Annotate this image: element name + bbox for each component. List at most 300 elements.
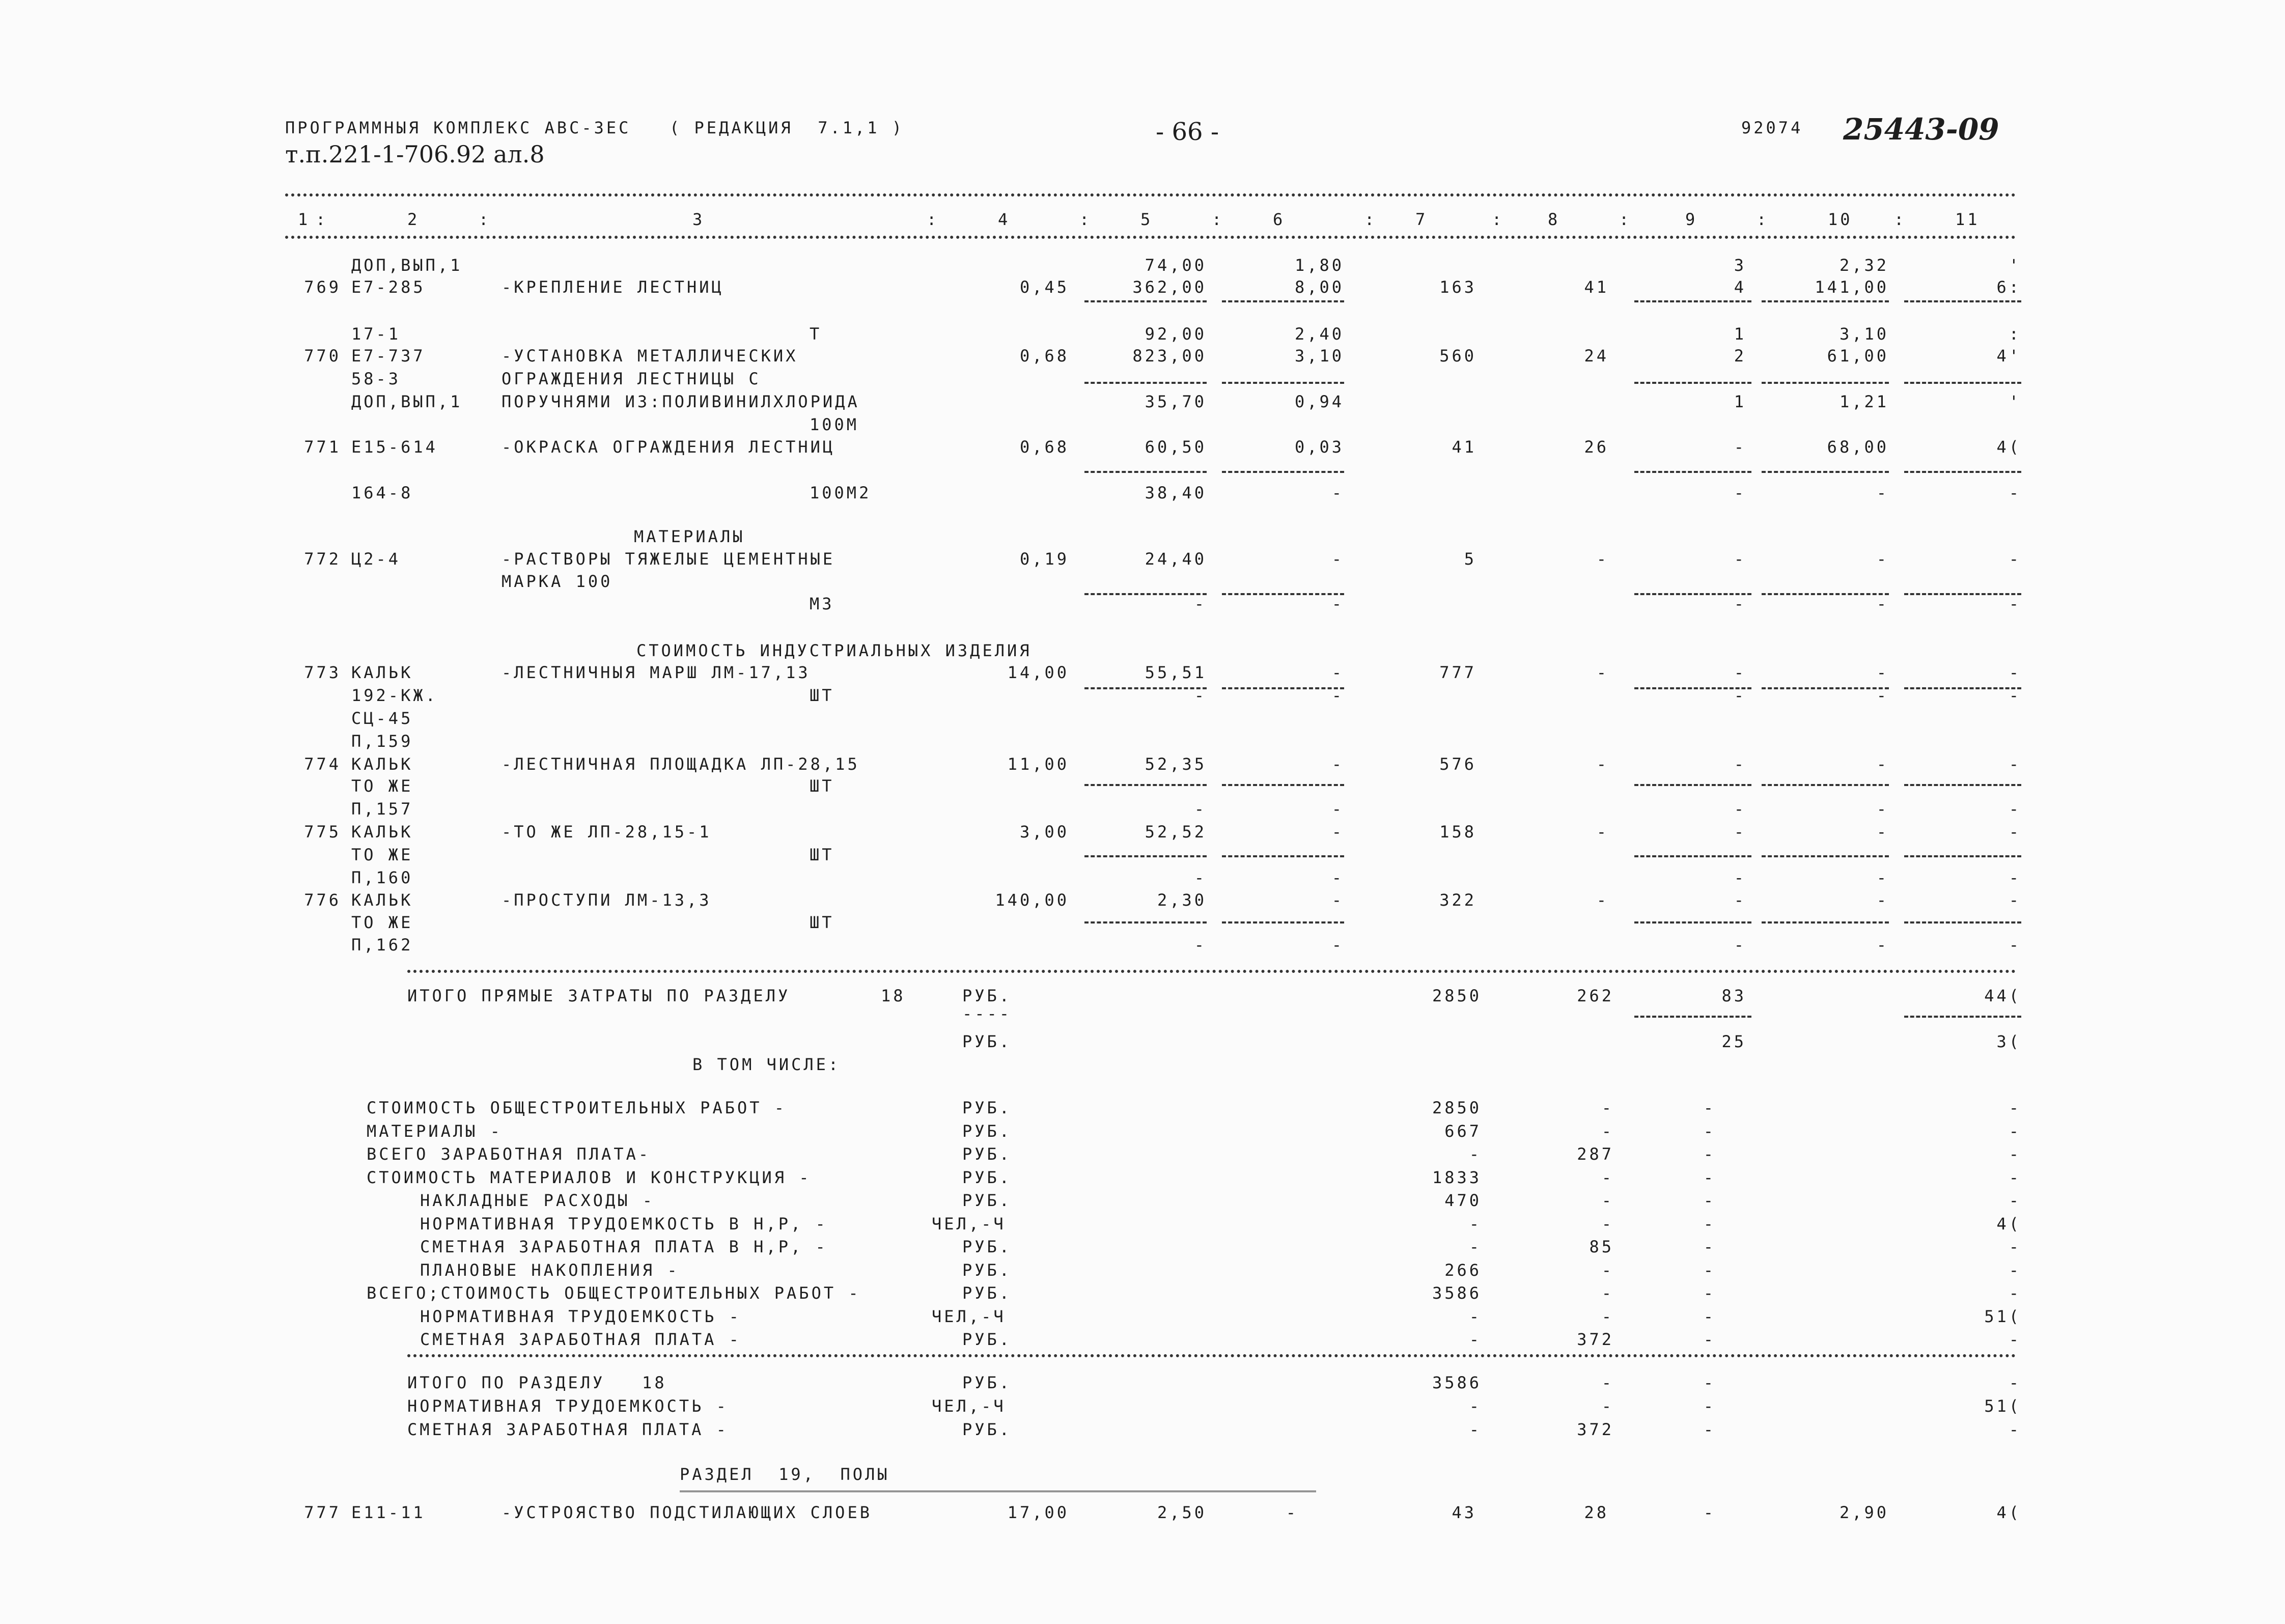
price-separator [1904,593,2021,595]
item-unit-cost: 24,40 [1145,549,1207,569]
price-separator [1762,921,1889,923]
breakdown-c9: - [1703,1260,1716,1280]
breakdown-label: ВСЕГО ЗАРАБОТНАЯ ПЛАТА- [367,1144,651,1164]
item-col10: - [1876,549,1889,569]
item-col11: 6: [1996,277,2021,297]
breakdown-c7: 667 [1444,1121,1482,1141]
item-total-cost: 163 [1439,277,1476,297]
item-col9: - [1734,437,1746,457]
item-total-wage: - [1596,822,1609,842]
item-col10: - [1876,754,1889,774]
column-separator: : [1364,210,1377,229]
next-section-underline [680,1491,1316,1492]
item-code: П,159 [351,732,413,751]
item-total-cost: 41 [1452,437,1476,457]
item-unit-cost: 92,00 [1145,324,1207,344]
item-unit-wage: - [1331,868,1344,887]
item-col9: - [1734,754,1746,774]
item-col11: - [2009,822,2021,842]
breakdown-c7: - [1469,1214,1482,1234]
breakdown-label: ВСЕГО;СТОИМОСТЬ ОБЩЕСТРОИТЕЛЬНЫХ РАБОТ - [367,1283,861,1303]
breakdown-c8: - [1601,1260,1614,1280]
item-col10: 141,00 [1815,277,1889,297]
column-separator: : [479,210,491,229]
item-unit-wage: 0,94 [1294,392,1344,411]
price-separator [1084,300,1207,302]
price-separator [1222,471,1344,473]
column-header-3: 3 [692,210,705,229]
item-col11: 4( [1996,437,2021,457]
breakdown-c9: - [1703,1330,1716,1349]
direct-total-label: ИТОГО ПРЯМЫЕ ЗАТРАТЫ ПО РАЗДЕЛУ [407,986,791,1005]
item-col10: - [1876,686,1889,705]
item-name: Т [810,324,822,344]
item-total-wage: 41 [1584,277,1609,297]
breakdown-c9: - [1703,1214,1716,1234]
item-name: МАТЕРИАЛЫ [634,527,745,546]
breakdown-c8: 85 [1589,1237,1614,1256]
item-unit-cost: 823,00 [1132,346,1207,366]
item-code: ТО ЖЕ [351,913,413,932]
item-code: КАЛЬК [351,663,413,682]
item-unit-wage: 3,10 [1294,346,1344,366]
section-total-label: ИТОГО ПО РАЗДЕЛУ 18 [407,1373,667,1392]
price-separator [1904,784,2021,786]
column-separator: : [1079,210,1092,229]
item-col9: - [1734,799,1746,819]
item-code: ТО ЖЕ [351,845,413,864]
item-col9: - [1734,483,1746,502]
item-col9: - [1734,868,1746,887]
item-col10: 68,00 [1827,437,1889,457]
item-number: 776 [304,890,341,910]
direct-total-c9: 83 [1721,986,1746,1005]
section-total-label: СМЕТНАЯ ЗАРАБОТНАЯ ПЛАТА - [407,1420,729,1439]
price-separator [1762,471,1889,473]
item-name: -ЛЕСТНИЧНАЯ ПЛОЩАДКА ЛП-28,15 [501,754,860,774]
item-quantity: 17,00 [1007,1503,1069,1522]
breakdown-c7: 470 [1444,1191,1482,1210]
column-header-2: 2 [407,210,420,229]
item-unit-cost: 362,00 [1132,277,1207,297]
item-col11: - [2009,799,2021,819]
item-total-wage: - [1596,663,1609,682]
section-total-c11: - [2009,1420,2021,1439]
item-col9: - [1734,663,1746,682]
items-end-rule [407,970,2016,973]
item-code: КАЛЬК [351,754,413,774]
price-separator [1762,300,1889,302]
item-name: -УСТРОЯСТВО ПОДСТИЛАЮЩИХ СЛОЕВ [501,1503,872,1522]
item-quantity: 14,00 [1007,663,1069,682]
item-code: Е7-285 [351,277,426,297]
breakdown-c9: - [1703,1121,1716,1141]
item-code: П,157 [351,799,413,819]
price-separator [1904,921,2021,923]
column-header-6: 6 [1273,210,1286,229]
breakdown-c8: - [1601,1283,1614,1303]
breakdown-label: СМЕТНАЯ ЗАРАБОТНАЯ ПЛАТА В Н,Р, - [420,1237,828,1256]
item-unit-cost: 74,00 [1145,256,1207,275]
price-separator [1222,687,1344,689]
item-col10: - [1876,868,1889,887]
breakdown-c9: - [1703,1167,1716,1187]
section-total-label: НОРМАТИВНАЯ ТРУДОЕМКОСТЬ - [407,1396,729,1416]
breakdown-c7: - [1469,1330,1482,1349]
breakdown-c8: 287 [1577,1144,1614,1164]
item-number: 771 [304,437,341,457]
price-separator [1222,300,1344,302]
item-col11: - [2009,483,2021,502]
column-separator: : [1757,210,1769,229]
breakdown-c8: - [1601,1191,1614,1210]
column-separator: : [1212,210,1224,229]
breakdown-c7: 3586 [1432,1283,1482,1303]
breakdown-label: СМЕТНАЯ ЗАРАБОТНАЯ ПЛАТА - [420,1330,741,1349]
column-separator: : [927,210,939,229]
item-number: 775 [304,822,341,842]
direct-total-unit-2: РУБ. [962,1032,1012,1051]
item-name: ШТ [810,845,834,864]
direct-total-c8: 262 [1577,986,1614,1005]
item-total-wage: 28 [1584,1503,1609,1522]
price-separator [1904,687,2021,689]
breakdown-c11: - [2009,1260,2021,1280]
section-total-c11: 51( [1984,1396,2021,1416]
price-separator [1634,784,1751,786]
item-col9: 4 [1734,277,1746,297]
section-total-c9: - [1703,1420,1716,1439]
item-name: ШТ [810,913,834,932]
breakdown-c9: - [1703,1191,1716,1210]
section-total-c8: - [1601,1373,1614,1392]
price-separator [1222,921,1344,923]
price-separator [1634,300,1751,302]
price-separator [1084,382,1207,384]
item-name: ПОРУЧНЯМИ ИЗ:ПОЛИВИНИЛХЛОРИДА [501,392,860,411]
price-separator [1904,300,2021,302]
direct-total-unit-dash: ---- [962,1004,1012,1023]
breakdown-c9: - [1703,1237,1716,1256]
section-total-unit: РУБ. [962,1373,1012,1392]
breakdown-c11: - [2009,1144,2021,1164]
column-header-8: 8 [1548,210,1561,229]
price-separator [1904,382,2021,384]
column-separator: : [316,210,328,229]
direct-total-c11: 44( [1984,986,2021,1005]
item-name: 100М [810,415,859,434]
breakdown-c11: - [2009,1121,2021,1141]
item-code: 192-КЖ. [351,686,438,705]
item-name: -ТО ЖЕ ЛП-28,15-1 [501,822,712,842]
item-code: ДОП,ВЫП,1 [351,256,463,275]
breakdown-label: НОРМАТИВНАЯ ТРУДОЕМКОСТЬ В Н,Р, - [420,1214,828,1234]
item-quantity: 3,00 [1019,822,1069,842]
price-separator [1634,593,1751,595]
item-col9: - [1734,890,1746,910]
breakdown-c8: - [1601,1306,1614,1326]
breakdown-c8: - [1601,1167,1614,1187]
breakdown-c11: - [2009,1283,2021,1303]
item-col11: - [2009,549,2021,569]
price-separator [1762,784,1889,786]
item-total-wage: - [1596,890,1609,910]
direct-total2-c9: 25 [1721,1032,1746,1051]
item-col10: - [1876,799,1889,819]
item-unit-cost: - [1194,935,1207,955]
item-col11: - [2009,935,2021,955]
breakdown-c11: - [2009,1191,2021,1210]
column-header-10: 10 [1828,210,1853,229]
item-name: 100М2 [810,483,872,502]
item-total-cost: 158 [1439,822,1476,842]
breakdown-c9: - [1703,1283,1716,1303]
item-col9: - [1734,822,1746,842]
item-total-wage: - [1596,549,1609,569]
item-col9: - [1703,1503,1716,1522]
item-name: -ЛЕСТНИЧНЫЯ МАРШ ЛМ-17,13 [501,663,811,682]
item-name: -КРЕПЛЕНИЕ ЛЕСТНИЦ [501,277,724,297]
item-unit-wage: 1,80 [1294,256,1344,275]
item-number: 777 [304,1503,341,1522]
breakdown-c11: - [2009,1237,2021,1256]
item-code: Е15-614 [351,437,438,457]
item-unit-wage: - [1331,594,1344,613]
item-code: КАЛЬК [351,822,413,842]
document-code: 92074 [1741,118,1803,137]
item-name: -ПРОСТУПИ ЛМ-13,3 [501,890,712,910]
item-number: 774 [304,754,341,774]
including-label: В ТОМ ЧИСЛЕ: [692,1055,841,1074]
item-total-cost: 560 [1439,346,1476,366]
section-total-c7: - [1469,1420,1482,1439]
breakdown-c7: - [1469,1306,1482,1326]
item-number: 770 [304,346,341,366]
column-header-9: 9 [1685,210,1698,229]
price-separator [1084,687,1207,689]
item-unit-wage: - [1331,822,1344,842]
item-code: ДОП,ВЫП,1 [351,392,463,411]
direct-total2-c11: 3( [1996,1032,2021,1051]
item-col10: 1,21 [1839,392,1889,411]
section-total-c9: - [1703,1396,1716,1416]
direct-total-section: 18 [881,986,906,1005]
item-unit-wage: 8,00 [1294,277,1344,297]
item-code: 58-3 [351,369,401,388]
item-code: 164-8 [351,483,413,502]
item-number: 773 [304,663,341,682]
item-name: ШТ [810,686,834,705]
breakdown-unit: РУБ. [962,1098,1012,1117]
item-unit-cost: 35,70 [1145,392,1207,411]
header-rule-bottom [285,236,2016,239]
breakdown-c11: - [2009,1167,2021,1187]
price-separator [1904,471,2021,473]
item-code: Ц2-4 [351,549,401,569]
column-header-7: 7 [1415,210,1428,229]
breakdown-c8: 372 [1577,1330,1614,1349]
next-section-title: РАЗДЕЛ 19, ПОЛЫ [680,1465,890,1484]
item-unit-wage: 2,40 [1294,324,1344,344]
item-col10: - [1876,890,1889,910]
item-name: ШТ [810,776,834,796]
price-separator [1084,784,1207,786]
item-total-wage: 24 [1584,346,1609,366]
item-col11: - [2009,686,2021,705]
breakdown-unit: РУБ. [962,1330,1012,1349]
item-unit-cost: 2,30 [1157,890,1207,910]
breakdown-label: СТОИМОСТЬ МАТЕРИАЛОВ И КОНСТРУКЦИЯ - [367,1167,812,1187]
breakdown-unit: РУБ. [962,1283,1012,1303]
item-col11: - [2009,754,2021,774]
breakdown-label: МАТЕРИАЛЫ - [367,1121,503,1141]
breakdown-unit: РУБ. [962,1167,1012,1187]
breakdown-label: ПЛАНОВЫЕ НАКОПЛЕНИЯ - [420,1260,680,1280]
item-col10: - [1876,663,1889,682]
item-unit-wage: - [1331,799,1344,819]
direct-total-unit: РУБ. [962,986,1012,1005]
program-name: ПРОГРАММНЫЯ КОМПЛЕКС АВС-ЗЕС [285,118,631,137]
item-col9: 1 [1734,324,1746,344]
section-total-c9: - [1703,1373,1716,1392]
item-col9: - [1734,686,1746,705]
item-quantity: 0,68 [1019,346,1069,366]
item-unit-cost: 52,35 [1145,754,1207,774]
item-col9: - [1734,549,1746,569]
item-unit-wage: - [1331,686,1344,705]
item-col9: - [1734,594,1746,613]
item-unit-cost: - [1194,799,1207,819]
item-unit-wage: - [1331,890,1344,910]
breakdown-c11: - [2009,1098,2021,1117]
section-total-c8: 372 [1577,1420,1614,1439]
breakdown-unit: РУБ. [962,1144,1012,1164]
price-separator [1222,784,1344,786]
price-separator [1762,593,1889,595]
price-separator [1634,382,1751,384]
section-total-unit: ЧЕЛ,-Ч [932,1396,1006,1416]
section-total-c7: 3586 [1432,1373,1482,1392]
item-col9: - [1734,935,1746,955]
item-code: ТО ЖЕ [351,776,413,796]
section-total-unit: РУБ. [962,1420,1012,1439]
item-unit-wage: - [1331,549,1344,569]
price-separator [1762,687,1889,689]
column-header-1: 1 [298,210,311,229]
item-col10: 61,00 [1827,346,1889,366]
item-total-cost: 322 [1439,890,1476,910]
breakdown-label: НАКЛАДНЫЕ РАСХОДЫ - [420,1191,655,1210]
item-total-cost: 777 [1439,663,1476,682]
item-total-wage: 26 [1584,437,1609,457]
section-total-c8: - [1601,1396,1614,1416]
price-separator [1904,855,2021,857]
item-code: СЦ-45 [351,709,413,728]
item-code: Е11-11 [351,1503,426,1522]
handwritten-number: 25443-09 [1843,112,1999,147]
price-separator [1084,921,1207,923]
item-unit-cost: - [1194,868,1207,887]
item-code: КАЛЬК [351,890,413,910]
item-col10: 2,32 [1839,256,1889,275]
item-unit-cost: 55,51 [1145,663,1207,682]
item-col11: ' [2009,256,2021,275]
direct-total-c7: 2850 [1432,986,1482,1005]
item-name: М3 [810,594,834,613]
item-quantity: 11,00 [1007,754,1069,774]
breakdown-c7: 266 [1444,1260,1482,1280]
direct-total-dash-c11 [1904,1016,2021,1018]
breakdown-unit: РУБ. [962,1121,1012,1141]
item-col11: - [2009,594,2021,613]
item-number: 769 [304,277,341,297]
price-separator [1222,855,1344,857]
item-col10: - [1876,935,1889,955]
item-unit-wage: - [1286,1503,1298,1522]
program-edition: ( РЕДАКЦИЯ 7.1,1 ) [670,118,905,137]
price-separator [1634,921,1751,923]
page-number: - 66 - [1156,118,1219,146]
breakdown-unit: РУБ. [962,1191,1012,1210]
item-quantity: 0,19 [1019,549,1069,569]
breakdown-c9: - [1703,1306,1716,1326]
breakdown-c11: 4( [1996,1214,2021,1234]
item-col11: - [2009,663,2021,682]
item-col10: - [1876,483,1889,502]
item-col10: - [1876,594,1889,613]
item-col9: 2 [1734,346,1746,366]
breakdown-label: НОРМАТИВНАЯ ТРУДОЕМКОСТЬ - [420,1306,741,1326]
item-col11: ' [2009,392,2021,411]
price-separator [1762,855,1889,857]
breakdown-c9: - [1703,1144,1716,1164]
price-separator [1084,471,1207,473]
item-name: -РАСТВОРЫ ТЯЖЕЛЫЕ ЦЕМЕНТНЫЕ [501,549,835,569]
item-quantity: 140,00 [995,890,1069,910]
breakdown-c7: - [1469,1237,1482,1256]
item-code: 17-1 [351,324,401,344]
breakdown-label: СТОИМОСТЬ ОБЩЕСТРОИТЕЛЬНЫХ РАБОТ - [367,1098,787,1117]
item-unit-cost: 2,50 [1157,1503,1207,1522]
column-header-5: 5 [1140,210,1153,229]
column-separator: : [1894,210,1907,229]
header-rule-top [285,193,2016,197]
breakdown-c7: 2850 [1432,1098,1482,1117]
item-col10: - [1876,822,1889,842]
item-total-wage: - [1596,754,1609,774]
item-col10: 3,10 [1839,324,1889,344]
item-code: Е7-737 [351,346,426,366]
section-total-c7: - [1469,1396,1482,1416]
item-unit-cost: - [1194,594,1207,613]
item-name: СТОИМОСТЬ ИНДУСТРИАЛЬНЫХ ИЗДЕЛИЯ [636,641,1032,660]
item-unit-wage: 0,03 [1294,437,1344,457]
breakdown-c8: - [1601,1098,1614,1117]
item-col11: : [2009,324,2021,344]
item-col11: 4' [1996,346,2021,366]
section-total-c11: - [2009,1373,2021,1392]
breakdown-c11: 51( [1984,1306,2021,1326]
breakdown-unit: РУБ. [962,1237,1012,1256]
item-total-cost: 5 [1464,549,1476,569]
item-unit-cost: 60,50 [1145,437,1207,457]
item-code: П,162 [351,935,413,955]
column-separator: : [1492,210,1504,229]
item-name: ОГРАЖДЕНИЯ ЛЕСТНИЦЫ С [501,369,761,388]
item-total-cost: 576 [1439,754,1476,774]
price-separator [1634,687,1751,689]
item-number: 772 [304,549,341,569]
